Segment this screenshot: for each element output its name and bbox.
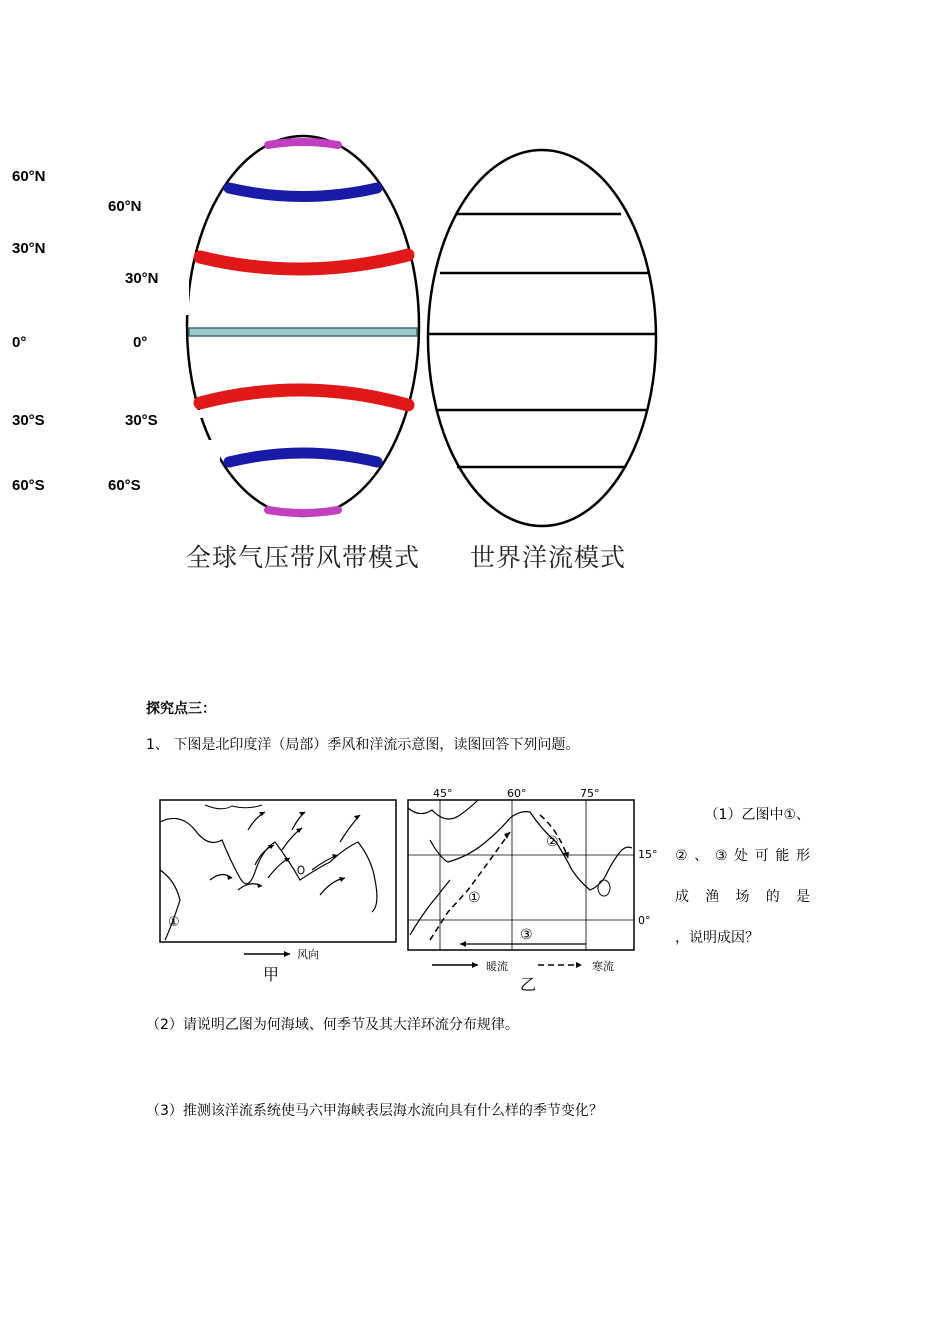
question-1-line-4: ，说明成因？ xyxy=(675,930,759,946)
question-3: （3）推测该洋流系统使马六甲海峡表层海水流向具有什么样的季节变化？ xyxy=(146,1103,603,1119)
question-1-line-3: 成渔场的是 xyxy=(675,889,810,905)
question-1-line-2: ②、③处可能形 xyxy=(675,848,810,864)
caption-pressure-wind-belt: 全球气压带风带模式 xyxy=(186,543,421,572)
map-jia-marker: ① xyxy=(168,915,180,930)
map-yi-legend-warm: 暖流 xyxy=(486,960,508,973)
map-yi-label: 乙 xyxy=(520,975,537,994)
map-yi-lon-75: 75° xyxy=(580,787,600,800)
lat-label-eq-inner: 0° xyxy=(133,334,148,351)
caption-ocean-current: 世界洋流模式 xyxy=(470,543,627,572)
map-yi-lat-15: 15° xyxy=(638,848,658,861)
question-intro: 1、 下图是北印度洋（局部）季风和洋流示意图，读图回答下列问题。 xyxy=(146,737,580,753)
lat-label-30n-inner: 30°N xyxy=(125,270,159,287)
map-yi-legend-cold: 寒流 xyxy=(592,960,614,973)
map-yi-lat-0: 0° xyxy=(638,914,651,927)
map-jia-label: 甲 xyxy=(263,965,280,984)
map-yi-marker-2: ② xyxy=(546,834,559,850)
lat-label-30n-outer: 30°N xyxy=(12,240,46,257)
question-2: （2）请说明乙图为何海域、何季节及其大洋环流分布规律。 xyxy=(146,1017,519,1033)
lat-label-60s-inner: 60°S xyxy=(108,477,141,494)
lat-label-60n-outer: 60°N xyxy=(12,168,46,185)
lat-label-60s-outer: 60°S xyxy=(12,477,45,494)
lat-label-30s-outer: 30°S xyxy=(12,412,45,429)
lat-label-60n-inner: 60°N xyxy=(108,198,142,215)
map-yi-lon-45: 45° xyxy=(433,787,453,800)
question-1-line-1: （1）乙图中①、 xyxy=(704,807,810,823)
map-jia-legend-wind: 风向 xyxy=(297,948,319,961)
section-heading: 探究点三： xyxy=(146,701,216,717)
map-yi-marker-3: ③ xyxy=(520,927,533,943)
lat-label-30s-inner: 30°S xyxy=(125,412,158,429)
map-yi-marker-1: ① xyxy=(468,890,481,906)
lat-label-eq-outer: 0° xyxy=(12,334,27,351)
map-yi-lon-60: 60° xyxy=(507,787,527,800)
question-1-text xyxy=(675,795,810,959)
